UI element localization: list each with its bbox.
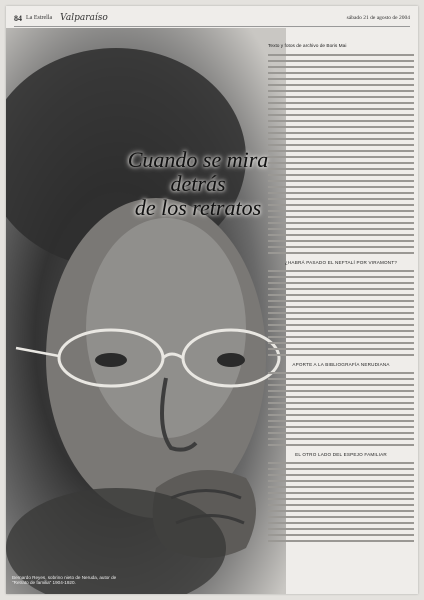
- section-heading: APORTE A LA BIBLIOGRAFÍA NERUDIANA: [292, 362, 390, 368]
- newspaper-page: [6, 6, 418, 594]
- section-heading: EL OTRO LADO DEL ESPEJO FAMILIAR: [295, 452, 387, 458]
- issue-date: sábado 21 de agosto de 2004: [346, 15, 410, 21]
- section-heading: ¿HABRÁ PASADO EL NEFTALÍ POR VIRAMONT?: [284, 260, 398, 266]
- publication-name: La Estrella: [26, 15, 53, 21]
- paragraph-block: [268, 54, 414, 182]
- page-number: 84: [14, 13, 22, 23]
- portrait-illustration: [6, 28, 286, 594]
- page-header: [14, 10, 410, 27]
- photo-caption: Bernardo Reyes, sobrino nieto de Neruda, autor de "Retrato de familia" 1904-1920.: [12, 574, 117, 586]
- paragraph-block: [268, 186, 414, 254]
- article-body: [268, 44, 414, 586]
- section-name: Valparaíso: [60, 13, 108, 23]
- paragraph-block: [268, 462, 414, 542]
- portrait-photo: [6, 28, 286, 594]
- paragraph-block: [268, 270, 414, 356]
- headline-line-2: de los retratos: [134, 195, 262, 220]
- headline-line-1: Cuando se mira detrás: [127, 147, 269, 196]
- paragraph-block: [268, 372, 414, 446]
- article-headline: [110, 148, 286, 220]
- byline: Texto y fotos de archivo de Boris Mai: [268, 44, 347, 49]
